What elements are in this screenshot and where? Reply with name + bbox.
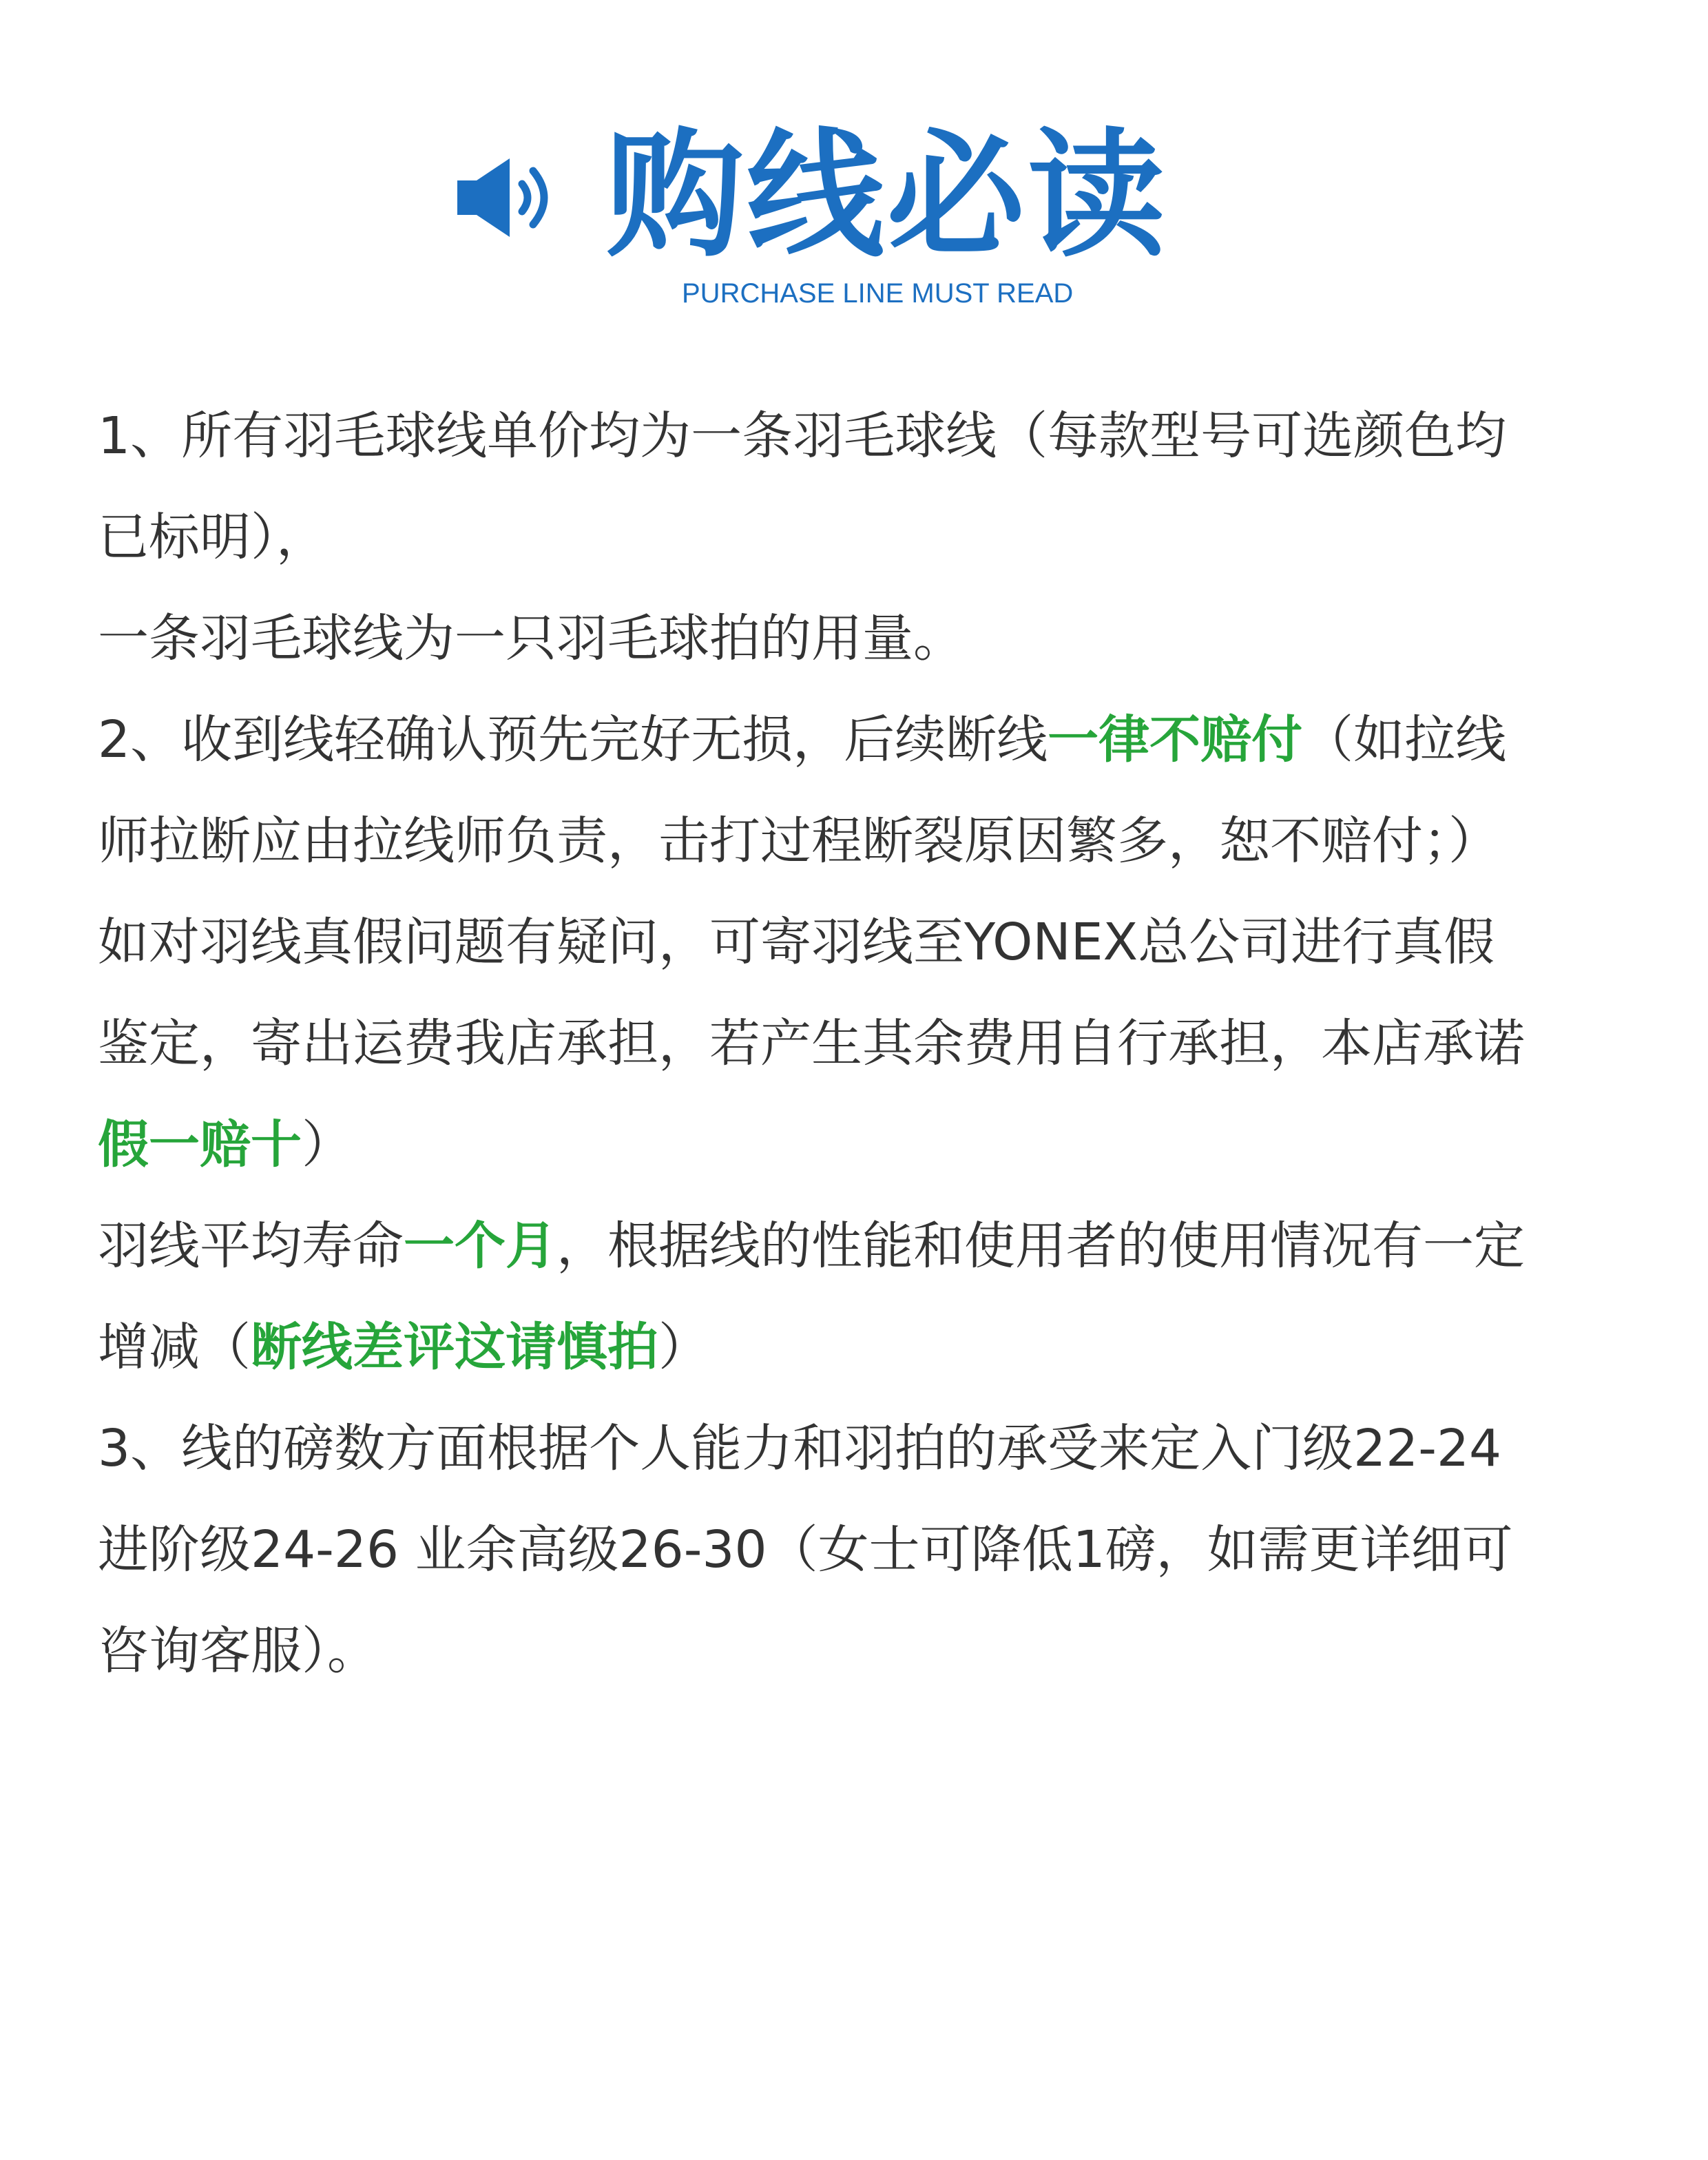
notice-highlight: 假一赔十 [98, 1115, 302, 1174]
notice-line [98, 892, 1613, 993]
notice-highlight: 断线差评这请慎拍 [251, 1318, 658, 1377]
page-title: 购线必读 [606, 116, 1169, 276]
notice-text: 2、收到线轻确认预先完好无损，后续断线 [98, 710, 1048, 769]
notice-text: 进阶级24-26 业余高级26-30（女士可降低1磅，如需更详细可 [98, 1520, 1513, 1579]
notice-text: 已标明）， [98, 508, 327, 567]
notice-line [98, 689, 1613, 791]
notice-highlight: 一律不赔付 [1048, 710, 1303, 769]
notice-line [98, 588, 1613, 689]
notice-text: （如拉线 [1302, 710, 1507, 769]
notice-line [98, 1297, 1613, 1398]
notice-line [98, 487, 1613, 588]
notice-text: ） [658, 1318, 709, 1377]
notice-text: 咨询客服）。 [98, 1621, 378, 1681]
notice-text: 一条羽毛球线为一只羽毛球拍的用量。 [98, 609, 964, 668]
header [0, 117, 1708, 324]
notice-line [98, 993, 1613, 1094]
notice-line [98, 1094, 1613, 1196]
notice-text: 师拉断应由拉线师负责，击打过程断裂原因繁多，恕不赔付；） [98, 811, 1499, 871]
notice-line [98, 386, 1613, 487]
notice-text: ） [302, 1115, 353, 1174]
notice-text: 1、所有羽毛球线单价均为一条羽毛球线（每款型号可选颜色均 [98, 406, 1507, 466]
notice-line [98, 1398, 1613, 1499]
notice-line [98, 1196, 1613, 1297]
notice-line [98, 1601, 1613, 1702]
speaker-icon [455, 153, 565, 242]
notice-highlight: 一个月 [404, 1216, 556, 1276]
notice-line [98, 791, 1613, 892]
notice-body [98, 386, 1613, 1702]
notice-text: ，根据线的性能和使用者的使用情况有一定 [556, 1216, 1525, 1276]
notice-text: 鉴定，寄出运费我店承担，若产生其余费用自行承担，本店承诺 [98, 1014, 1525, 1073]
notice-text: 如对羽线真假问题有疑问，可寄羽线至YONEX总公司进行真假 [98, 913, 1495, 972]
notice-text: 增减（ [98, 1318, 251, 1377]
notice-line [98, 1499, 1613, 1601]
notice-text: 羽线平均寿命 [98, 1216, 404, 1276]
notice-text: 3、线的磅数方面根据个人能力和羽拍的承受来定入门级22-24 [98, 1419, 1502, 1478]
page-subtitle: PURCHASE LINE MUST READ [682, 278, 1074, 309]
